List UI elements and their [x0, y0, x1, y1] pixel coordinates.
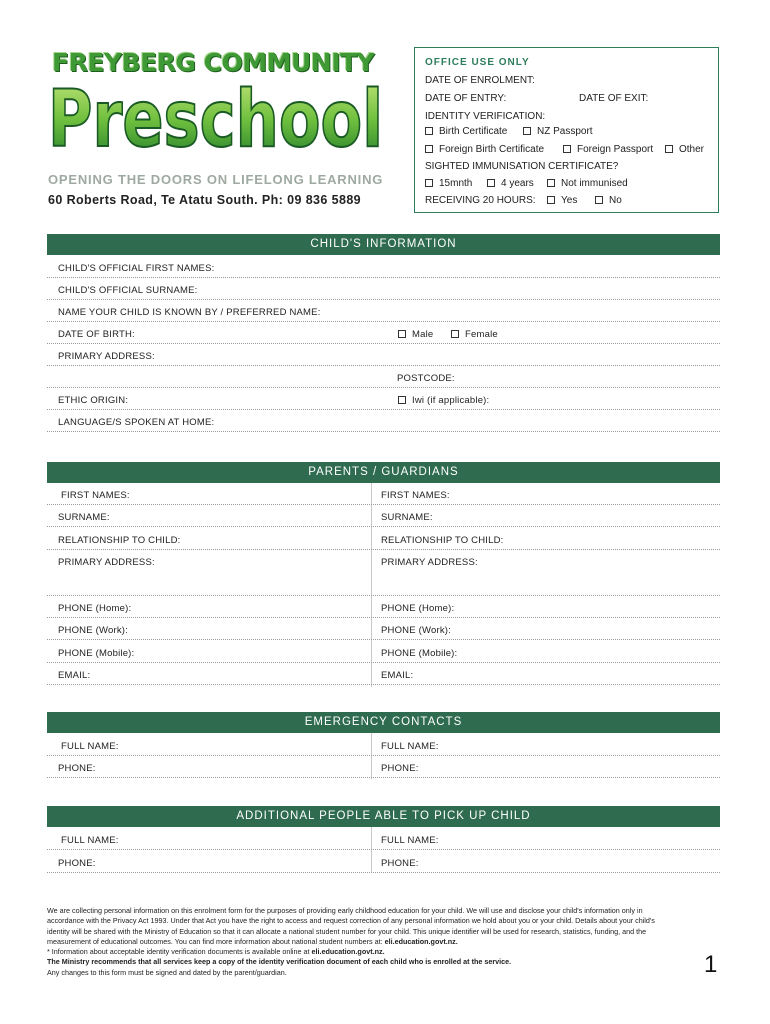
- parent1-primary-address-label[interactable]: PRIMARY ADDRESS:: [58, 557, 155, 568]
- pickup-people-header: ADDITIONAL PEOPLE ABLE TO PICK UP CHILD: [47, 806, 720, 827]
- emergency1-phone-label[interactable]: PHONE:: [58, 763, 96, 774]
- ministry-recommendation: The Ministry recommends that all services keep a copy of the identity verification document of each child who is enrolled at the service.: [47, 957, 512, 967]
- not-immunised-label: Not immunised: [561, 178, 628, 189]
- office-use-box: [414, 47, 719, 213]
- yes-checkbox[interactable]: [547, 196, 555, 204]
- parent2-phone-work-label[interactable]: PHONE (Work):: [381, 625, 451, 636]
- ethnic-origin-field[interactable]: [47, 388, 720, 410]
- nz-passport-checkbox[interactable]: [523, 127, 531, 135]
- logo-wordmark: Preschool: [48, 75, 383, 165]
- parents-guardians-header: PARENTS / GUARDIANS: [47, 462, 720, 483]
- language-field[interactable]: [47, 410, 720, 432]
- emergency-phone-row: [47, 756, 720, 778]
- 4-years-label: 4 years: [501, 178, 534, 189]
- parents-address-row: [47, 550, 720, 596]
- office-use-title: OFFICE USE ONLY: [425, 57, 530, 68]
- tagline: OPENING THE DOORS ON LIFELONG LEARNING: [48, 172, 384, 187]
- 15mnth-checkbox[interactable]: [425, 179, 433, 187]
- postcode-field[interactable]: [47, 366, 720, 388]
- identity-info-link[interactable]: eli.education.govt.nz.: [311, 947, 385, 957]
- parent1-email-label[interactable]: EMAIL:: [58, 670, 91, 681]
- emergency2-full-name-label[interactable]: FULL NAME:: [381, 741, 439, 752]
- date-of-enrolment-label: DATE OF ENROLMENT:: [425, 75, 535, 86]
- female-label: Female: [465, 329, 498, 340]
- other-label: Other: [679, 144, 705, 155]
- other-checkbox[interactable]: [665, 145, 673, 153]
- pickup1-phone-label[interactable]: PHONE:: [58, 858, 96, 869]
- preferred-name-field[interactable]: [47, 300, 720, 322]
- ethnic-origin-label: ETHIC ORIGIN:: [58, 395, 129, 406]
- postcode-label: POSTCODE:: [397, 373, 455, 384]
- no-checkbox[interactable]: [595, 196, 603, 204]
- iwi-label: Iwi (if applicable):: [412, 395, 490, 406]
- identity-info-text: * Information about acceptable identity verification documents is available online at: [47, 947, 310, 957]
- nsn-link[interactable]: eli.education.govt.nz.: [384, 936, 458, 946]
- child-first-names-field[interactable]: [47, 256, 720, 278]
- nz-passport-label: NZ Passport: [537, 126, 593, 137]
- pickup-full-name-row: [47, 828, 720, 850]
- date-of-birth-label: DATE OF BIRTH:: [58, 329, 135, 340]
- date-of-exit-label: DATE OF EXIT:: [579, 93, 649, 104]
- parent2-email-label[interactable]: EMAIL:: [381, 670, 414, 681]
- parent2-primary-address-label[interactable]: PRIMARY ADDRESS:: [381, 557, 478, 568]
- parent1-phone-mobile-label[interactable]: PHONE (Mobile):: [58, 648, 135, 659]
- logo-title: FREYBERG COMMUNITY: [52, 48, 375, 77]
- identity-verification-label: IDENTITY VERIFICATION:: [425, 111, 546, 122]
- emergency-contacts-header: EMERGENCY CONTACTS: [47, 712, 720, 733]
- privacy-paragraph: We are collecting personal information on this enrolment form for the purposes of providing early childhood education for your child. We will use and disclose your child's information only in accordance with the Privacy Act 1993. Under that Act you have the right to access and request correction of any personal information we hold about you or your child. Details about your child's identity will be shared with the Ministry of Education so that it can allocate a national student number for your child. This unique identifier will be used for research, statistics, funding, and the measurement of educational outcomes. You can find more information about national student numbers at:: [47, 906, 655, 946]
- parents-email-row: [47, 663, 720, 685]
- foreign-birth-certificate-checkbox[interactable]: [425, 145, 433, 153]
- parent2-surname-label[interactable]: SURNAME:: [381, 512, 433, 523]
- birth-certificate-label: Birth Certificate: [439, 126, 508, 137]
- male-label: Male: [412, 329, 434, 340]
- not-immunised-checkbox[interactable]: [547, 179, 555, 187]
- parent1-phone-work-label[interactable]: PHONE (Work):: [58, 625, 128, 636]
- immunisation-label: SIGHTED IMMUNISATION CERTIFICATE?: [425, 161, 619, 172]
- changes-note: Any changes to this form must be signed and dated by the parent/guardian.: [47, 967, 287, 977]
- parents-phone-work-row: [47, 618, 720, 640]
- parent2-relationship-label[interactable]: RELATIONSHIP TO CHILD:: [381, 535, 504, 546]
- parent2-phone-mobile-label[interactable]: PHONE (Mobile):: [381, 648, 458, 659]
- parents-phone-home-row: [47, 596, 720, 618]
- no-label: No: [609, 195, 622, 206]
- emergency-full-name-row: [47, 734, 720, 756]
- privacy-notice: [47, 906, 677, 978]
- child-first-names-label: CHILD'S OFFICIAL FIRST NAMES:: [58, 263, 215, 274]
- foreign-passport-label: Foreign Passport: [577, 144, 654, 155]
- parents-surname-row: [47, 505, 720, 527]
- child-surname-label: CHILD'S OFFICIAL SURNAME:: [58, 285, 198, 296]
- parent1-surname-label[interactable]: SURNAME:: [58, 512, 110, 523]
- birth-certificate-checkbox[interactable]: [425, 127, 433, 135]
- language-label: LANGUAGE/S SPOKEN AT HOME:: [58, 417, 215, 428]
- foreign-passport-checkbox[interactable]: [563, 145, 571, 153]
- parents-phone-mobile-row: [47, 641, 720, 663]
- preferred-name-label: NAME YOUR CHILD IS KNOWN BY / PREFERRED NAME:: [58, 307, 321, 318]
- parent1-first-names-label[interactable]: FIRST NAMES:: [61, 490, 130, 501]
- iwi-checkbox[interactable]: [398, 396, 406, 404]
- child-surname-field[interactable]: [47, 278, 720, 300]
- 15mnth-label: 15mnth: [439, 178, 473, 189]
- childs-information-header: CHILD'S INFORMATION: [47, 234, 720, 255]
- parent1-relationship-label[interactable]: RELATIONSHIP TO CHILD:: [58, 535, 181, 546]
- emergency1-full-name-label[interactable]: FULL NAME:: [61, 741, 119, 752]
- preschool-logo: [44, 68, 394, 168]
- parent2-first-names-label[interactable]: FIRST NAMES:: [381, 490, 450, 501]
- female-checkbox[interactable]: [451, 330, 459, 338]
- emergency2-phone-label[interactable]: PHONE:: [381, 763, 419, 774]
- pickup2-full-name-label[interactable]: FULL NAME:: [381, 835, 439, 846]
- parents-first-names-row: [47, 483, 720, 505]
- receiving-20-hours-label: RECEIVING 20 HOURS:: [425, 195, 536, 206]
- page-number: 1: [704, 951, 718, 978]
- child-primary-address-label: PRIMARY ADDRESS:: [58, 351, 155, 362]
- male-checkbox[interactable]: [398, 330, 406, 338]
- child-primary-address-field[interactable]: [47, 344, 720, 366]
- 4-years-checkbox[interactable]: [487, 179, 495, 187]
- foreign-birth-certificate-label: Foreign Birth Certificate: [439, 144, 545, 155]
- parents-relationship-row: [47, 528, 720, 550]
- yes-label: Yes: [561, 195, 578, 206]
- pickup2-phone-label[interactable]: PHONE:: [381, 858, 419, 869]
- parent1-phone-home-label[interactable]: PHONE (Home):: [58, 603, 132, 614]
- parent2-phone-home-label[interactable]: PHONE (Home):: [381, 603, 455, 614]
- preschool-address: 60 Roberts Road, Te Atatu South. Ph: 09 836 5889: [48, 193, 362, 207]
- pickup1-full-name-label[interactable]: FULL NAME:: [61, 835, 119, 846]
- date-of-entry-label: DATE OF ENTRY:: [425, 93, 507, 104]
- date-of-birth-field[interactable]: [47, 322, 720, 344]
- pickup-phone-row: [47, 851, 720, 873]
